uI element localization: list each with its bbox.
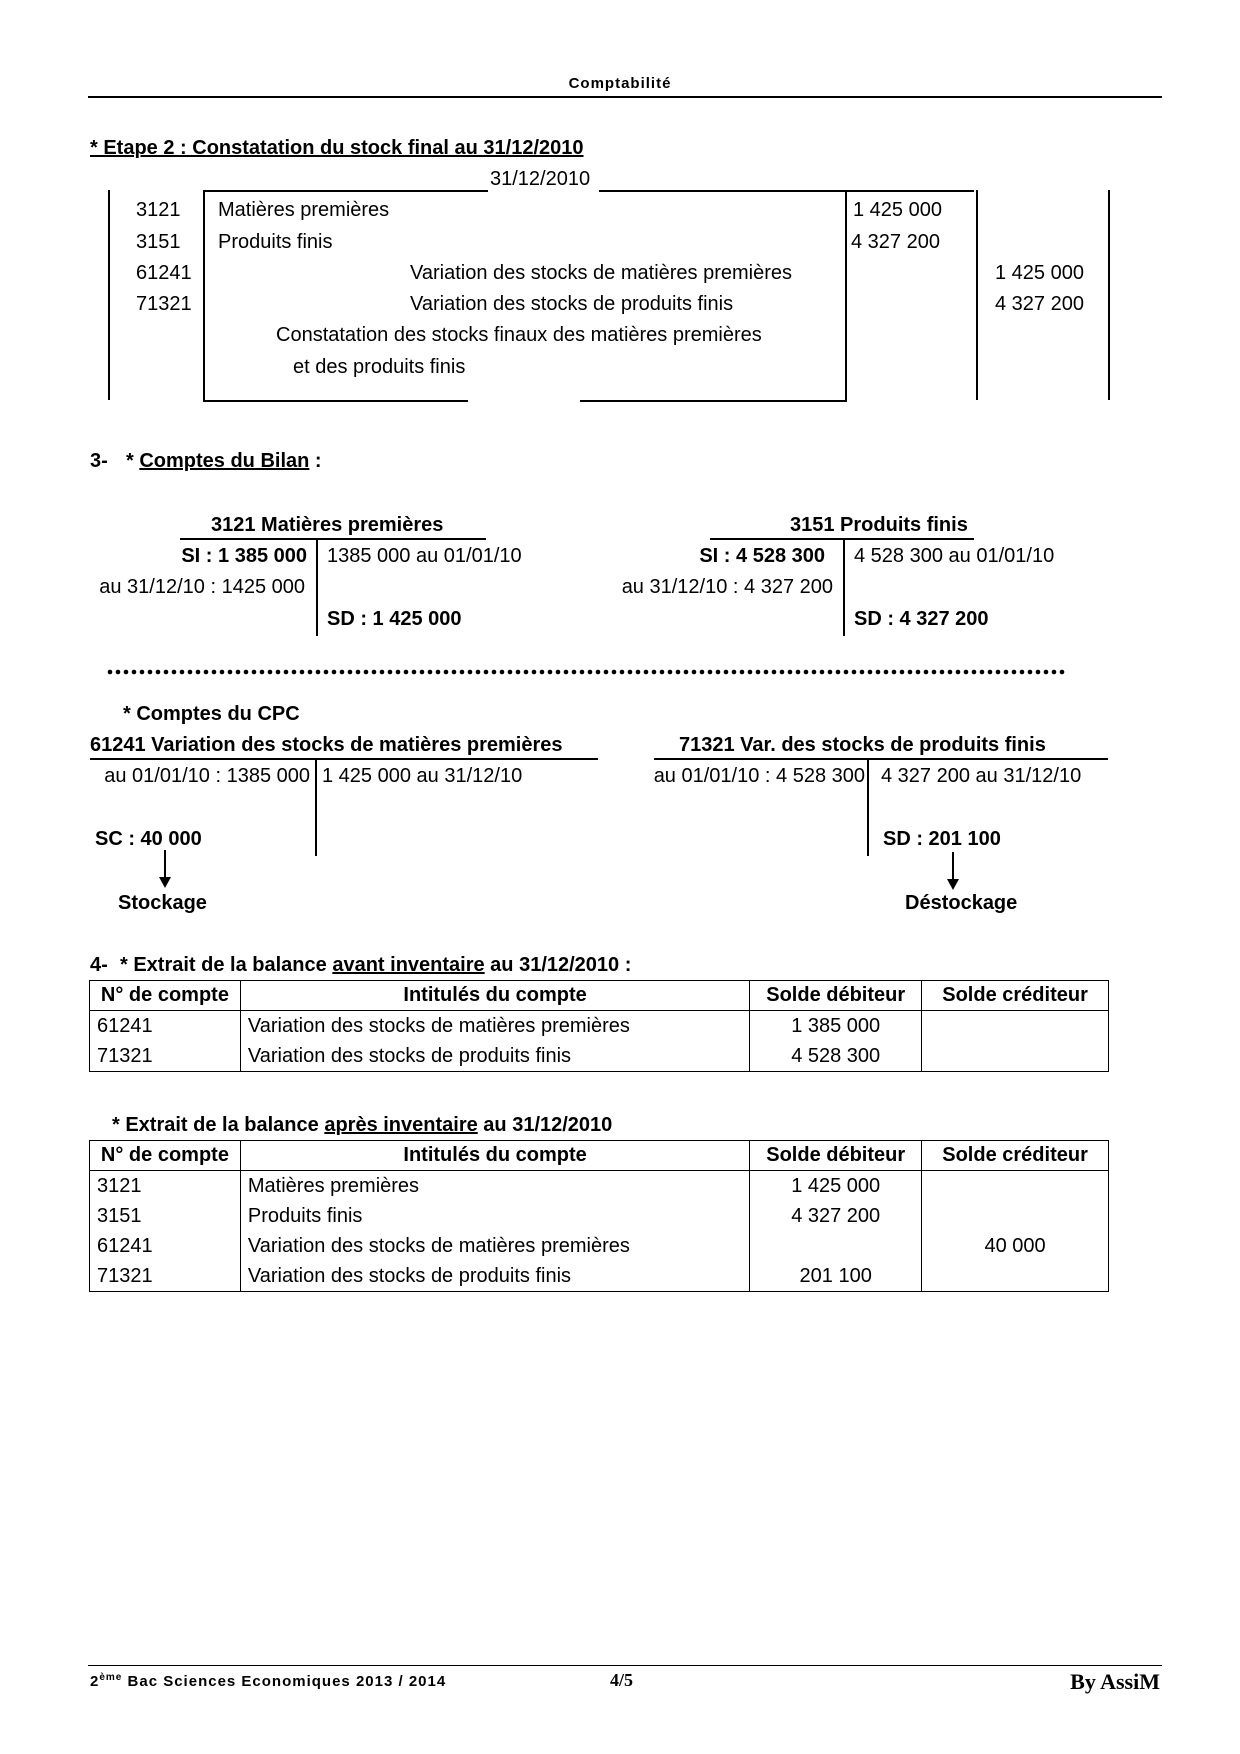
journal-border xyxy=(845,190,847,400)
cell: Variation des stocks de matières premières xyxy=(240,1231,749,1261)
journal-account: 71321 xyxy=(136,293,192,315)
journal-credit: 4 327 200 xyxy=(995,293,1084,315)
table-row xyxy=(90,1201,1109,1231)
footer-level-text: Bac Sciences Economiques 2013 / 2014 xyxy=(122,1673,447,1690)
cell: 71321 xyxy=(90,1261,241,1292)
t-account-left: au 01/01/10 : 1385 000 xyxy=(104,765,310,787)
journal-bottom-rule xyxy=(580,400,847,402)
footer-level xyxy=(90,1672,446,1690)
section3-number: 3- xyxy=(90,450,108,472)
t-account-right: 4 528 300 au 01/01/10 xyxy=(854,545,1055,567)
cell xyxy=(922,1201,1109,1231)
t-account-solde: SD : 201 100 xyxy=(883,828,1001,850)
journal-note: et des produits finis xyxy=(293,356,466,378)
heading-prefix: * Extrait de la balance xyxy=(112,1114,325,1136)
journal-border xyxy=(108,190,110,400)
col-header: Solde créditeur xyxy=(922,981,1109,1011)
t-account-title: 3151 Produits finis xyxy=(790,514,968,536)
journal-border xyxy=(1108,190,1110,400)
balance-apres-heading xyxy=(112,1114,612,1137)
journal-credit: 1 425 000 xyxy=(995,262,1084,284)
section3-heading-suffix: : xyxy=(309,450,322,472)
t-account-balance: SD : 1 425 000 xyxy=(327,608,462,630)
cell: 71321 xyxy=(90,1041,241,1072)
cell: Matières premières xyxy=(240,1171,749,1202)
result-destockage: Déstockage xyxy=(905,892,1018,914)
etape2-title: * Etape 2 : Constatation du stock final au 31/12/2010 xyxy=(90,137,584,159)
journal-date: 31/12/2010 xyxy=(490,168,591,190)
cell: Variation des stocks de matières premières xyxy=(240,1011,749,1042)
t-account-left: SI : 1 385 000 xyxy=(181,545,307,567)
t-account-solde: SC : 40 000 xyxy=(95,828,202,850)
section3-heading xyxy=(126,450,322,473)
page-number: 4/5 xyxy=(610,1670,634,1690)
heading-suffix: au 31/12/2010 : xyxy=(484,954,632,976)
t-account-right: 1 425 000 au 31/12/10 xyxy=(322,765,523,787)
table-row xyxy=(90,1041,1109,1072)
t-account-divider xyxy=(843,538,845,636)
journal-account: 3151 xyxy=(136,231,181,253)
section3-heading-prefix: * xyxy=(126,450,140,472)
arrow-down-icon xyxy=(946,852,960,892)
cell xyxy=(922,1171,1109,1202)
journal-border xyxy=(203,190,205,400)
balance-apres-table xyxy=(89,1140,1109,1292)
heading-prefix: * Extrait de la balance xyxy=(120,954,333,976)
cell: 1 425 000 xyxy=(750,1171,922,1202)
journal-top-rule-right xyxy=(599,190,974,192)
col-header: Solde créditeur xyxy=(922,1141,1109,1171)
t-account-title: 71321 Var. des stocks de produits finis xyxy=(679,734,1046,756)
t-account-rule xyxy=(654,758,1108,760)
journal-top-rule-left xyxy=(203,190,488,192)
footer-rule xyxy=(88,1665,1162,1666)
journal-label: Variation des stocks de matières premières xyxy=(410,262,793,284)
journal-label: Variation des stocks de produits finis xyxy=(410,293,734,315)
cell: 61241 xyxy=(90,1231,241,1261)
cell: 201 100 xyxy=(750,1261,922,1292)
journal-debit: 4 327 200 xyxy=(851,231,940,253)
cpc-heading: * Comptes du CPC xyxy=(123,703,300,725)
t-account-divider xyxy=(315,758,317,856)
journal-account: 3121 xyxy=(136,199,181,221)
cell: 4 327 200 xyxy=(750,1201,922,1231)
table-row xyxy=(90,1171,1109,1202)
page-header-title: Comptabilité xyxy=(568,75,672,92)
heading-suffix: au 31/12/2010 xyxy=(477,1114,613,1136)
t-account-left: SI : 4 528 300 xyxy=(699,545,825,567)
cell: 4 528 300 xyxy=(750,1041,922,1072)
cell: 1 385 000 xyxy=(750,1011,922,1042)
header-rule xyxy=(88,96,1162,98)
table-row xyxy=(90,1011,1109,1042)
journal-account: 61241 xyxy=(136,262,192,284)
col-header: N° de compte xyxy=(90,1141,241,1171)
cell: 3121 xyxy=(90,1171,241,1202)
col-header: Intitulés du compte xyxy=(240,1141,749,1171)
t-account-left: au 31/12/10 : 4 327 200 xyxy=(621,576,833,598)
t-account-rule xyxy=(180,538,486,540)
col-header: Solde débiteur xyxy=(750,981,922,1011)
col-header: Solde débiteur xyxy=(750,1141,922,1171)
t-account-left: au 31/12/10 : 1425 000 xyxy=(99,576,305,598)
cell xyxy=(750,1231,922,1261)
footer-author: By AssiM xyxy=(1070,1669,1160,1694)
t-account-divider xyxy=(867,758,869,856)
t-account-left: au 01/01/10 : 4 528 300 xyxy=(653,765,865,787)
t-account-title: 3121 Matières premières xyxy=(211,514,444,536)
cell xyxy=(922,1011,1109,1042)
cell: Variation des stocks de produits finis xyxy=(240,1041,749,1072)
journal-note: Constatation des stocks finaux des matières premières xyxy=(276,324,762,346)
cell xyxy=(922,1261,1109,1292)
result-stockage: Stockage xyxy=(118,892,207,914)
t-account-right: 1385 000 au 01/01/10 xyxy=(327,545,522,567)
col-header: Intitulés du compte xyxy=(240,981,749,1011)
cell: Produits finis xyxy=(240,1201,749,1231)
journal-bottom-rule xyxy=(203,400,468,402)
heading-underlined: après inventaire xyxy=(324,1114,478,1136)
cell: 3151 xyxy=(90,1201,241,1231)
section4-number: 4- xyxy=(90,954,108,976)
t-account-title: 61241 Variation des stocks de matières premières xyxy=(90,734,563,756)
journal-debit: 1 425 000 xyxy=(853,199,942,221)
journal-border xyxy=(976,190,978,400)
dotted-separator xyxy=(106,668,1066,676)
journal-label: Matières premières xyxy=(218,199,390,221)
t-account-rule xyxy=(90,758,598,760)
balance-avant-heading xyxy=(120,954,631,977)
arrow-down-icon xyxy=(158,850,172,890)
t-account-rule xyxy=(710,538,974,540)
heading-underlined: avant inventaire xyxy=(332,954,485,976)
col-header: N° de compte xyxy=(90,981,241,1011)
t-account-divider xyxy=(316,538,318,636)
table-row xyxy=(90,1231,1109,1261)
cell: 40 000 xyxy=(922,1231,1109,1261)
table-row xyxy=(90,1261,1109,1292)
cell: 61241 xyxy=(90,1011,241,1042)
table-header-row xyxy=(90,981,1109,1011)
t-account-balance: SD : 4 327 200 xyxy=(854,608,989,630)
journal-label: Produits finis xyxy=(218,231,333,253)
table-header-row xyxy=(90,1141,1109,1171)
t-account-right: 4 327 200 au 31/12/10 xyxy=(881,765,1082,787)
footer-level-sup: ème xyxy=(99,1672,123,1683)
footer-level-num: 2 xyxy=(90,1673,100,1690)
balance-avant-table xyxy=(89,980,1109,1072)
section3-heading-title: Comptes du Bilan xyxy=(139,450,310,472)
cell xyxy=(922,1041,1109,1072)
cell: Variation des stocks de produits finis xyxy=(240,1261,749,1292)
